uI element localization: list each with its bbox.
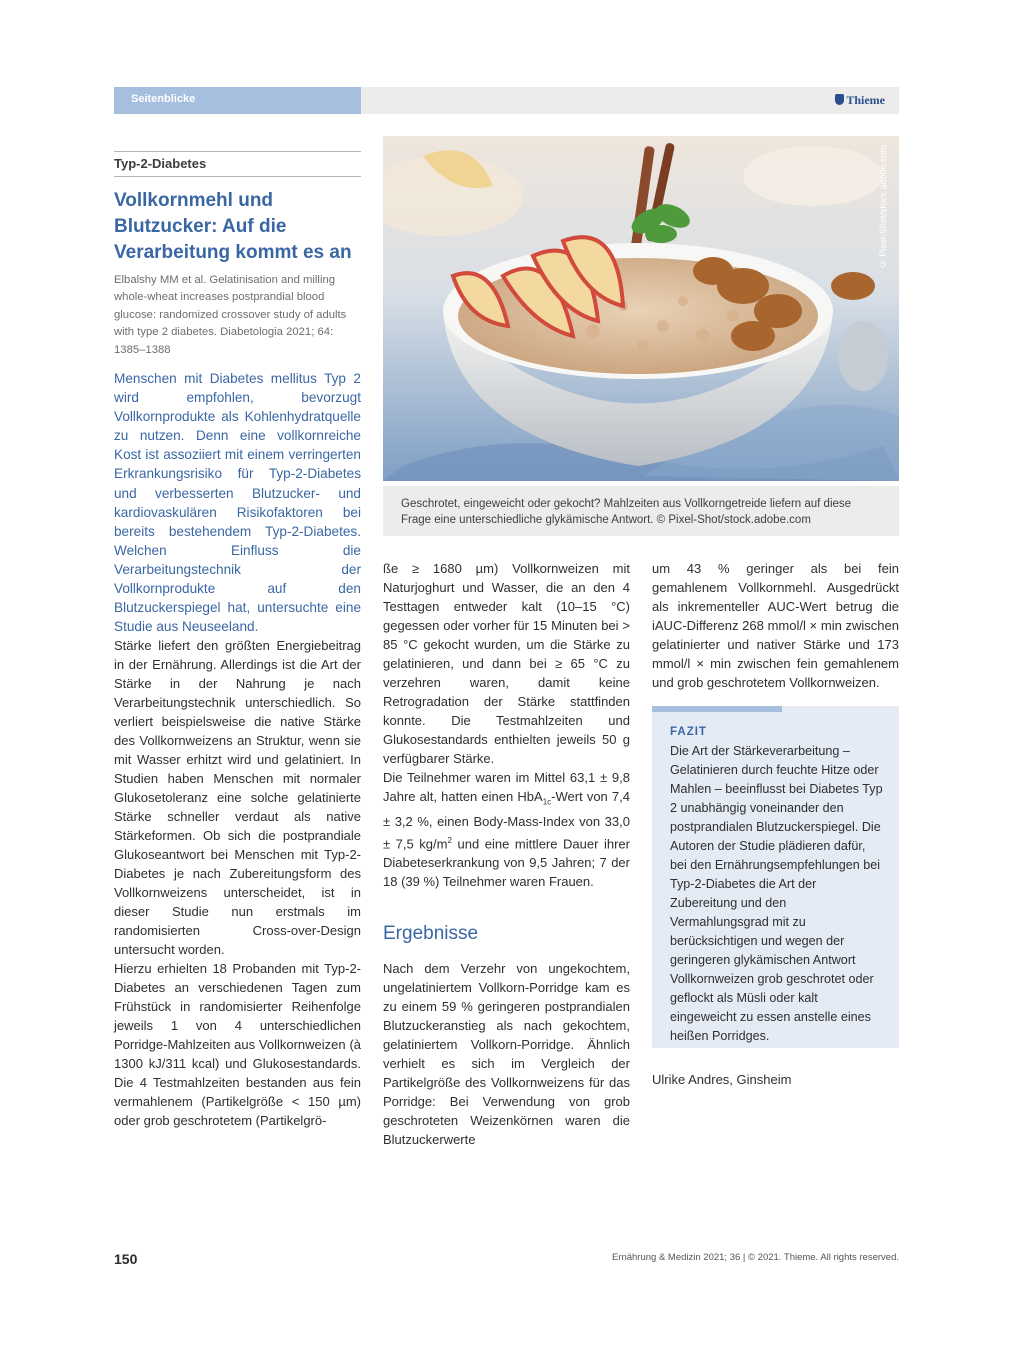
publisher-logo	[835, 93, 885, 108]
porridge-illustration	[383, 136, 899, 481]
article-title: Vollkornmehl und Blutzucker: Auf die Verarbeitung kommt es an	[114, 190, 352, 263]
footer-citation: Ernährung & Medizin 2021; 36 | © 2021. Thieme. All rights reserved.	[611, 1252, 899, 1263]
fazit-text: Die Art der Stärkeverarbeitung – Gelatinieren durch feuchte Hitze oder Mahlen – beeinflusst bei Diabetes Typ 2 unabhängig voneinander den postprandialen Blutzuckerspiegel. Die Autoren der Studie plädieren dafür, bei den Ernährungsempfehlungen bei Typ-2-Diabetes die Art der Zubereitung und den Vermahlungsgrad mit zu berücksichtigen und wegen der geringeren glykämischen Antwort Vollkornweizen grob geschrotet oder geflockt als Müsli oder kalt eingeweicht zu essen anstelle eines heißen Porridges.	[670, 744, 883, 1043]
p4-text-a: Die Teilnehmer waren im Mittel 63,1 ± 9,8 Jahre alt, hatten einen HbA	[383, 770, 630, 804]
p4-text-b: -Wert von 7,4 ± 3,2 %, einen Body-Mass-Index von 33,0 ± 7,5 kg/m	[383, 789, 630, 851]
article-author: Ulrike Andres, Ginsheim	[652, 1072, 792, 1087]
article-rubric: Typ-2-Diabetes	[114, 151, 361, 177]
logo-text: Thieme	[846, 93, 885, 107]
fazit-label: FAZIT	[670, 726, 707, 738]
photo-credit: © Pixel-Shot/stock.adobe.com	[878, 145, 888, 270]
body-paragraph-5: Nach dem Verzehr von ungekochtem, ungelatiniertem Vollkorn-Porridge kam es zu einem 59 % geringeren postprandialen Blutzuckeranstieg als nach gekochtem, gelatiniertem Vollkorn-Porridge. Ähnlich verhielt es sich im Vergleich der Partikelgröße des Vollkornweizens für das Porridge: Bei Verwendung von grob geschroteten Weizenkörnen waren die Blutzuckerwerte	[383, 961, 630, 1147]
section-heading-results: Ergebnisse	[383, 923, 479, 944]
p4-text-c: und eine mittlere Dauer ihrer Diabeteserkrankung von 9,5 Jahren; 7 der 18 (39 %) Teilnehmer waren Frauen.	[383, 835, 630, 889]
article-lead: Menschen mit Diabetes mellitus Typ 2 wird empfohlen, bevorzugt Vollkornprodukte als Kohlenhydratquelle zu nutzen. Denn eine vollkornreiche Kost ist assoziiert mit einem verringerten Erkrankungsrisiko für Typ-2-Diabetes und verbesserten Blutzucker- und kardiovaskulären Risikofaktoren bei bereits bestehendem Typ-2-Diabetes. Welchen Einfluss die Verarbeitungstechnik der Vollkornprodukte auf den Blutzuckerspiegel hat, untersuchte eine Studie aus Neuseeland.	[114, 371, 361, 635]
p4-superscript: 2	[447, 835, 452, 845]
header-bar	[361, 87, 899, 114]
section-label: Seitenblicke	[114, 87, 361, 114]
porridge-photo	[383, 136, 899, 481]
figure-caption: Geschrotet, eingeweicht oder gekocht? Mahlzeiten aus Vollkorngetreide liefern auf diese Frage eine unterschiedliche glykämische Antwort. © Pixel-Shot/stock.adobe.com	[383, 486, 899, 536]
thieme-logo-icon	[835, 94, 844, 105]
body-paragraph-4	[383, 768, 630, 891]
body-paragraph-3: ße ≥ 1680 µm) Vollkornweizen mit Naturjoghurt und Wasser, die an den 4 Testtagen entweder kalt (10–15 °C) gegessen oder vorher für 15 Minuten bei > 85 °C gekocht wurden, um die Stärke zu gelatinieren, und dann bei ≥ 65 °C zu verzehren waren, damit keine Retrogradation der Stärke stattfinden konnte. Die Testmahlzeiten und Glukosestandards enthielten jeweils 50 g verfügbarer Stärke.	[383, 561, 630, 766]
page-number: 150	[114, 1251, 138, 1267]
body-paragraph-6: um 43 % geringer als bei fein gemahlenem Vollkornmehl. Ausgedrückt als inkrementeller AUC-Wert betrug die iAUC-Differenz 268 mmol/l × min zwischen gelatinierter und nativer Stärke und 173 mmol/l × min zwischen fein gemahlenem und grob geschrotetem Vollkornweizen.	[652, 561, 899, 690]
article-reference: Elbalshy MM et al. Gelatinisation and milling whole-wheat increases postprandial blood glucose: randomized crossover study of adults with type 2 diabetes. Diabetologia 2021; 64: 1385–1388	[114, 274, 347, 356]
p4-subscript: 1c	[542, 797, 552, 807]
fazit-accent-bar	[652, 706, 782, 712]
fazit-box	[652, 706, 899, 1048]
body-paragraph-1: Stärke liefert den größten Energiebeitrag in der Ernährung. Allerdings ist die Art der Stärke in der Nahrung je nach Verarbeitungstechnik unterschiedlich. So verliert beispielsweise die native Stärke des Vollkornweizens an Struktur, wenn sie mit Wasser erhitzt wird und gelatiniert. In Studien haben Menschen mit normaler Glukosetoleranz eine solche gelatinierte Stärke schneller verdaut als native Stärkeformen. Ob sich die postprandiale Glukoseantwort bei Menschen mit Typ-2-Diabetes je nach Zubereitungsform des Vollkornweizens unterscheidet, ist in dieser Studie nun erstmals im randomisierten Cross-over-Design untersucht worden.	[114, 638, 361, 957]
body-paragraph-2: Hierzu erhielten 18 Probanden mit Typ-2-Diabetes an verschiedenen Tagen zum Frühstück in randomisierter Reihenfolge jeweils 1 von 4 unterschiedlichen Porridge-Mahlzeiten aus Vollkornweizen (à 1300 kJ/311 kcal) und Glukosestandards. Die 4 Testmahlzeiten bestanden aus fein vermahlenem (Partikelgröße < 150 µm) oder grob geschrotetem (Partikelgrö-	[114, 961, 361, 1128]
